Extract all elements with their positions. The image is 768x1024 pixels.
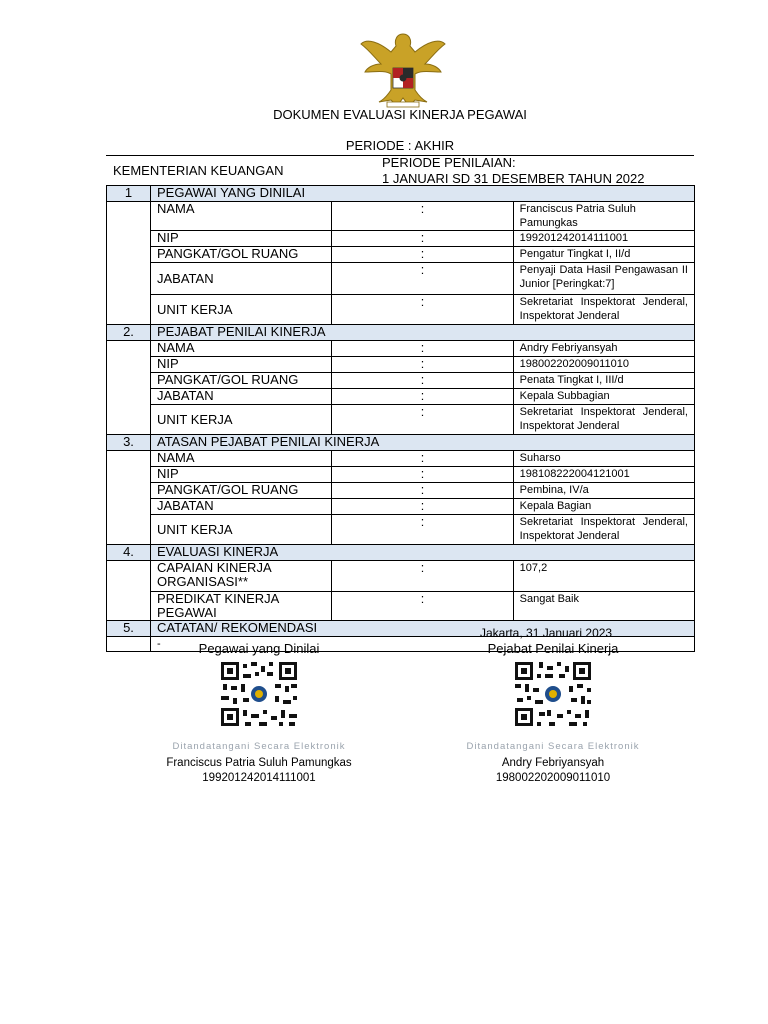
table-row (107, 389, 695, 405)
field-value: Sangat Baik (513, 592, 694, 621)
field-colon: : (332, 483, 513, 499)
section-number: 1 (107, 186, 151, 202)
field-value: Sekretariat Inspektorat Jenderal, Inspektorat Jenderal (513, 295, 694, 325)
field-label: NAMA (151, 202, 332, 231)
assessment-period-label: PERIODE PENILAIAN: (382, 155, 516, 170)
table-row (107, 483, 695, 499)
section-number-spacer (107, 637, 151, 652)
section-header (107, 545, 695, 561)
field-colon: : (332, 561, 513, 592)
field-label: PANGKAT/GOL RUANG (151, 373, 332, 389)
field-colon: : (332, 515, 513, 545)
field-label: PREDIKAT KINERJA PEGAWAI (151, 592, 332, 621)
field-value: 107,2 (513, 561, 694, 592)
signer-name: Franciscus Patria Suluh Pamungkas (166, 757, 352, 769)
table-row (107, 451, 695, 467)
field-value: Kepala Bagian (513, 499, 694, 515)
field-colon: : (332, 202, 513, 231)
table-row (107, 592, 695, 621)
signer-nip: 199201242014111001 (202, 772, 316, 784)
section-number-spacer (107, 451, 151, 545)
field-colon: : (332, 295, 513, 325)
field-label: JABATAN (151, 499, 332, 515)
table-row (107, 295, 695, 325)
field-label: UNIT KERJA (151, 295, 332, 325)
field-label: NAMA (151, 341, 332, 357)
assessment-period (382, 155, 645, 187)
field-colon: : (332, 373, 513, 389)
section-title: ATASAN PEJABAT PENILAI KINERJA (151, 435, 695, 451)
evaluation-table (106, 185, 695, 652)
section-header (107, 435, 695, 451)
section-number: 5. (107, 621, 151, 637)
table-row (107, 405, 695, 435)
ministry-name: KEMENTERIAN KEUANGAN (113, 163, 284, 178)
section-title: CATATAN/ REKOMENDASI (151, 621, 695, 637)
document-title: DOKUMEN EVALUASI KINERJA PEGAWAI (273, 107, 527, 122)
section-number-spacer (107, 202, 151, 325)
signature-left (146, 641, 372, 784)
field-colon: : (332, 357, 513, 373)
field-colon: : (332, 467, 513, 483)
signature-caption: Pejabat Penilai Kinerja (487, 641, 619, 656)
field-colon: : (332, 592, 513, 621)
field-value: Penata Tingkat I, III/d (513, 373, 694, 389)
table-row (107, 467, 695, 483)
table-row (107, 247, 695, 263)
field-colon: : (332, 389, 513, 405)
table-row (107, 341, 695, 357)
table-row (107, 561, 695, 592)
field-label: PANGKAT/GOL RUANG (151, 247, 332, 263)
assessment-period-value: 1 JANUARI SD 31 DESEMBER TAHUN 2022 (382, 171, 645, 186)
field-value: 199201242014111001 (513, 231, 694, 247)
field-value: Suharso (513, 451, 694, 467)
table-row (107, 357, 695, 373)
section-title: PEJABAT PENILAI KINERJA (151, 325, 695, 341)
field-value: Pengatur Tingkat I, II/d (513, 247, 694, 263)
section-header (107, 325, 695, 341)
field-label: JABATAN (151, 263, 332, 295)
field-colon: : (332, 405, 513, 435)
signature-date: Jakarta, 31 Januari 2023 (480, 626, 613, 640)
table-row (107, 515, 695, 545)
section-title: EVALUASI KINERJA (151, 545, 695, 561)
field-value: Andry Febriyansyah (513, 341, 694, 357)
field-label: UNIT KERJA (151, 515, 332, 545)
field-value: 198108222004121001 (513, 467, 694, 483)
section-number: 2. (107, 325, 151, 341)
recommendation-note: - (151, 637, 695, 652)
section-number: 3. (107, 435, 151, 451)
field-colon: : (332, 451, 513, 467)
section-header (107, 186, 695, 202)
field-label: NAMA (151, 451, 332, 467)
section-number-spacer (107, 341, 151, 435)
field-value: Penyaji Data Hasil Pengawasan II Junior [Peringkat:7] (513, 263, 694, 295)
field-colon: : (332, 263, 513, 295)
signer-name: Andry Febriyansyah (501, 757, 605, 769)
table-row (107, 263, 695, 295)
table-row (107, 231, 695, 247)
table-row (107, 499, 695, 515)
signature-right (440, 641, 666, 784)
field-value: Franciscus Patria Suluh Pamungkas (513, 202, 694, 231)
qr-code-icon[interactable] (513, 660, 593, 728)
field-value: 198002202009011010 (513, 357, 694, 373)
field-value: Pembina, IV/a (513, 483, 694, 499)
field-colon: : (332, 499, 513, 515)
field-label: NIP (151, 357, 332, 373)
field-colon: : (332, 341, 513, 357)
section-number: 4. (107, 545, 151, 561)
qr-code-icon[interactable] (219, 660, 299, 728)
field-colon: : (332, 231, 513, 247)
field-label: PANGKAT/GOL RUANG (151, 483, 332, 499)
field-label: NIP (151, 467, 332, 483)
field-label: JABATAN (151, 389, 332, 405)
electronic-signature-note: Ditandatangani Secara Elektronik (172, 741, 346, 752)
field-label: CAPAIAN KINERJA ORGANISASI** (151, 561, 332, 592)
signature-caption: Pegawai yang Dinilai (198, 641, 320, 656)
field-label: NIP (151, 231, 332, 247)
electronic-signature-note: Ditandatangani Secara Elektronik (466, 741, 640, 752)
field-value: Sekretariat Inspektorat Jenderal, Inspektorat Jenderal (513, 405, 694, 435)
field-label: UNIT KERJA (151, 405, 332, 435)
field-value: Sekretariat Inspektorat Jenderal, Inspektorat Jenderal (513, 515, 694, 545)
garuda-emblem-icon (357, 28, 449, 110)
field-colon: : (332, 247, 513, 263)
periode-label: PERIODE : AKHIR (345, 138, 455, 153)
table-row (107, 373, 695, 389)
table-row (107, 202, 695, 231)
section-title: PEGAWAI YANG DINILAI (151, 186, 695, 202)
signer-nip: 198002202009011010 (495, 772, 611, 784)
field-value: Kepala Subbagian (513, 389, 694, 405)
section-number-spacer (107, 561, 151, 621)
